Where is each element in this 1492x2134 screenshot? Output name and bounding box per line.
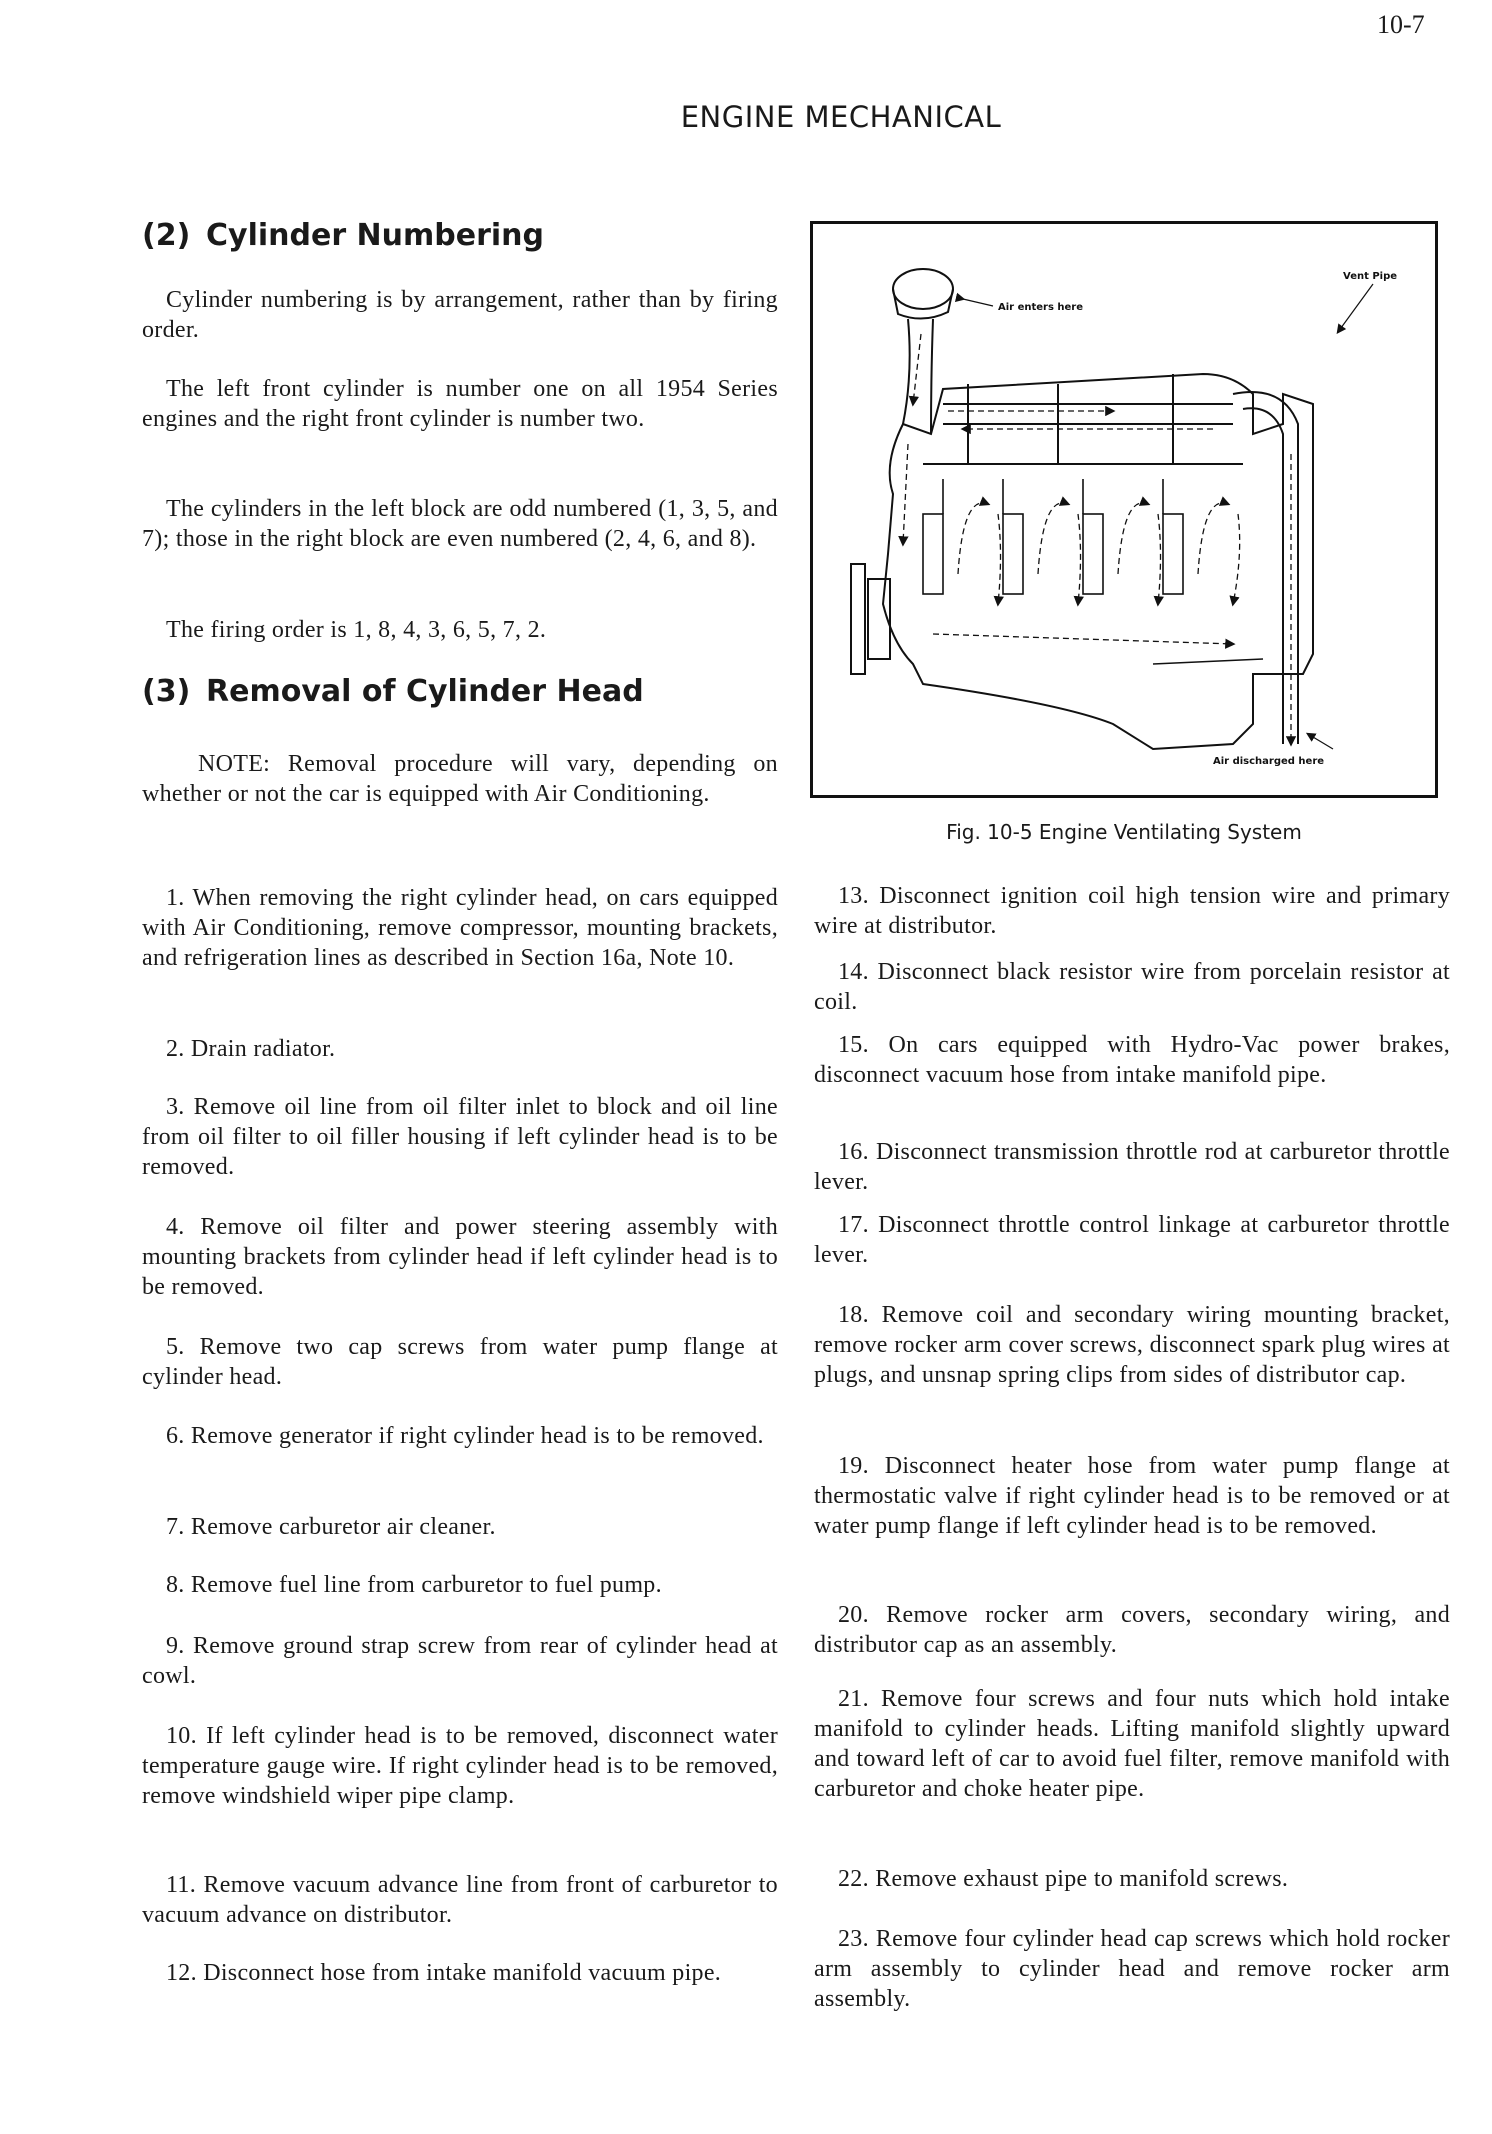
engine-diagram — [813, 224, 1435, 795]
step: 2. Drain radiator. — [166, 1036, 336, 1062]
step: 19. Disconnect heater hose from water pump flange at thermostatic valve if right cylinder head is to be removed or at water pump flange if left cylinder head is to be removed. — [814, 1453, 1450, 1539]
section-number: (2) — [142, 218, 191, 253]
step: 14. Disconnect black resistor wire from porcelain resistor at coil. — [814, 959, 1450, 1015]
step: 11. Remove vacuum advance line from front of carburetor to vacuum advance on distributor. — [142, 1872, 778, 1928]
step: 1. When removing the right cylinder head, on cars equipped with Air Conditioning, remove compressor, mounting brackets, and refrigeration lines as described in Section 16a, Note 10. — [142, 885, 778, 971]
step: 12. Disconnect hose from intake manifold vacuum pipe. — [166, 1960, 722, 1986]
paragraph: The left front cylinder is number one on all 1954 Series engines and the right front cylinder is number two. — [142, 376, 778, 432]
figure-caption: Fig. 10-5 Engine Ventilating System — [946, 820, 1302, 844]
step: 9. Remove ground strap screw from rear of cylinder head at cowl. — [142, 1633, 778, 1689]
step: 13. Disconnect ignition coil high tension wire and primary wire at distributor. — [814, 883, 1450, 939]
paragraph: The firing order is 1, 8, 4, 3, 6, 5, 7, 2. — [166, 617, 547, 643]
label-air-enters: Air enters here — [998, 302, 1084, 313]
step: 21. Remove four screws and four nuts which hold intake manifold to cylinder heads. Lifting manifold slightly upward and toward left of car to avoid fuel filter, remove manifold with carburetor and choke heater pipe. — [814, 1686, 1450, 1802]
step: 17. Disconnect throttle control linkage at carburetor throttle lever. — [814, 1212, 1450, 1268]
section-number: (3) — [142, 674, 191, 709]
label-vent-pipe: Vent Pipe — [1343, 271, 1398, 282]
step: 22. Remove exhaust pipe to manifold screws. — [838, 1866, 1289, 1892]
figure-engine-ventilating-system — [810, 221, 1438, 798]
step: 23. Remove four cylinder head cap screws which hold rocker arm assembly to cylinder head and remove rocker arm assembly. — [814, 1926, 1450, 2012]
step: 20. Remove rocker arm covers, secondary wiring, and distributor cap as an assembly. — [814, 1602, 1450, 1658]
paragraph: Cylinder numbering is by arrangement, rather than by firing order. — [142, 287, 778, 343]
page-number: 10-7 — [1377, 10, 1425, 39]
step: 4. Remove oil filter and power steering assembly with mounting brackets from cylinder head if left cylinder head is to be removed. — [142, 1214, 778, 1300]
step: 7. Remove carburetor air cleaner. — [166, 1514, 496, 1540]
step: 8. Remove fuel line from carburetor to fuel pump. — [166, 1572, 662, 1598]
step: 5. Remove two cap screws from water pump flange at cylinder head. — [142, 1334, 778, 1390]
section-title: Removal of Cylinder Head — [206, 674, 644, 709]
section-heading-removal-of-cylinder-head — [142, 674, 644, 709]
section-heading-cylinder-numbering — [142, 218, 544, 253]
step: 15. On cars equipped with Hydro-Vac power brakes, disconnect vacuum hose from intake manifold pipe. — [814, 1032, 1450, 1088]
note: NOTE: Removal procedure will vary, depending on whether or not the car is equipped with Air Conditioning. — [142, 751, 778, 807]
section-title: Cylinder Numbering — [206, 218, 545, 253]
step: 3. Remove oil line from oil filter inlet to block and oil line from oil filter to oil filler housing if left cylinder head is to be removed. — [142, 1094, 778, 1180]
step: 6. Remove generator if right cylinder head is to be removed. — [166, 1423, 764, 1449]
label-air-discharged: Air discharged here — [1213, 756, 1325, 767]
step: 18. Remove coil and secondary wiring mounting bracket, remove rocker arm cover screws, disconnect spark plug wires at plugs, and unsnap spring clips from sides of distributor cap. — [814, 1302, 1450, 1388]
paragraph: The cylinders in the left block are odd numbered (1, 3, 5, and 7); those in the right block are even numbered (2, 4, 6, and 8). — [142, 496, 778, 552]
step: 16. Disconnect transmission throttle rod at carburetor throttle lever. — [814, 1139, 1450, 1195]
running-head: ENGINE MECHANICAL — [680, 100, 1002, 134]
step: 10. If left cylinder head is to be removed, disconnect water temperature gauge wire. If right cylinder head is to be removed, remove windshield wiper pipe clamp. — [142, 1723, 778, 1809]
